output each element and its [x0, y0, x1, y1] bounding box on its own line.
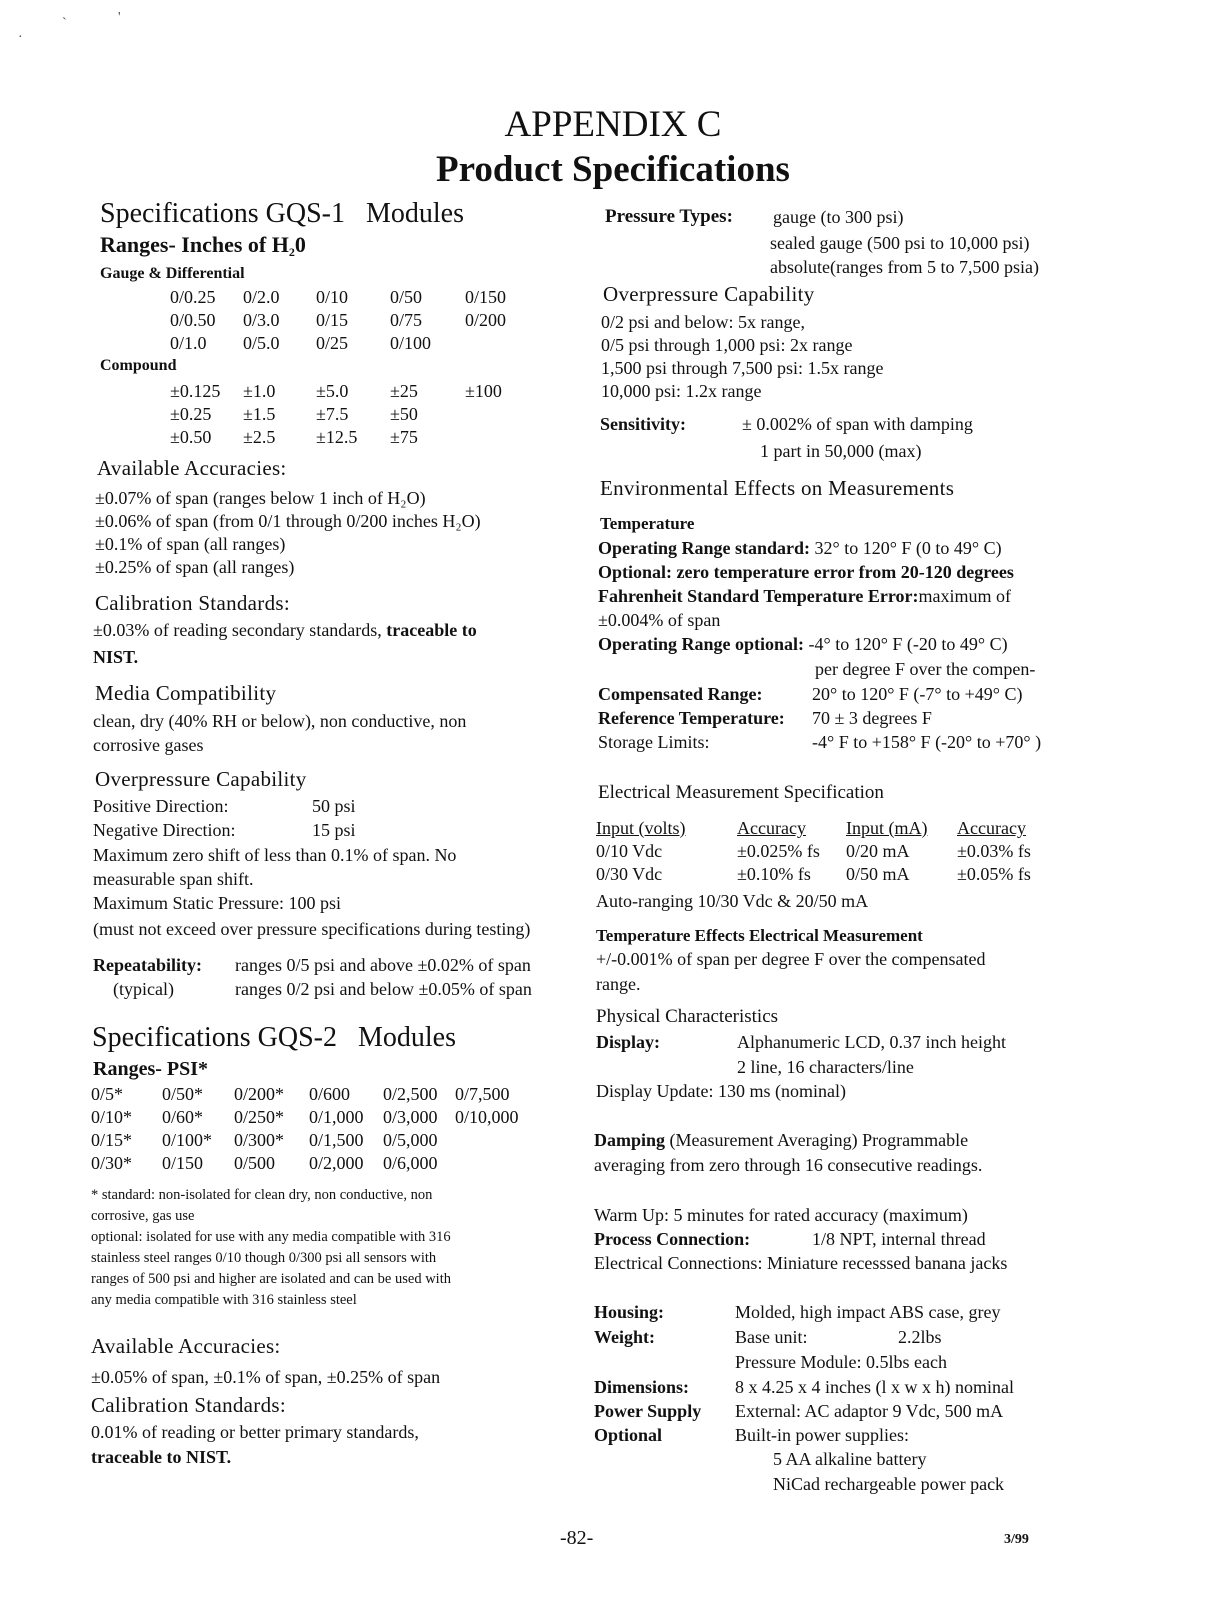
compound-cell: ±1.0 [243, 381, 276, 401]
fahrenheit-standard [598, 586, 1011, 607]
sensitivity-line2: 1 part in 50,000 (max) [760, 441, 922, 461]
gauge-cell: 0/0.50 [170, 310, 216, 330]
repeatability-label: Repeatability: [93, 955, 202, 975]
gauge-col-4 [390, 286, 431, 355]
fahrenheit-line2: ±0.004% of span [598, 610, 721, 630]
compound-cell: ±100 [465, 381, 502, 401]
display-update: Display Update: 130 ms (nominal) [596, 1081, 846, 1101]
elec-cell: 0/50 mA [846, 864, 910, 884]
static-pressure: Maximum Static Pressure: 100 psi [93, 893, 341, 913]
overpressure-item: 0/2 psi and below: 5x range, [601, 312, 805, 332]
gqs1-heading-text: Specifications GQS-1 [100, 198, 345, 229]
gauge-cell: 0/0.25 [170, 287, 216, 307]
gqs2-heading-suffix: Modules [357, 1022, 456, 1053]
reference-temperature-value: 70 ± 3 degrees F [812, 708, 932, 728]
optional-line1: Built-in power supplies: [735, 1425, 909, 1445]
gauge-differential-label: Gauge & Differential [100, 265, 245, 282]
elec-cell: ±0.05% fs [957, 864, 1031, 884]
psi-cell: 0/15* [91, 1130, 133, 1150]
gauge-cell: 0/3.0 [243, 310, 280, 330]
compound-cell: ±0.50 [170, 427, 212, 447]
fahrenheit-standard-value: maximum of [918, 586, 1011, 606]
per-degree-line: per degree F over the compen- [815, 659, 1036, 679]
power-supply-label: Power Supply [594, 1401, 702, 1421]
optional-label: Optional [594, 1425, 663, 1445]
overpressure-heading: Overpressure Capability [603, 282, 815, 306]
negative-direction-value: 15 psi [312, 820, 356, 840]
compound-cell: ±50 [390, 404, 418, 424]
footnote-line: optional: isolated for use with any media compatible with 316 [91, 1229, 451, 1245]
warm-up: Warm Up: 5 minutes for rated accuracy (maximum) [594, 1205, 968, 1225]
compound-cell: ±0.25 [170, 404, 212, 424]
scan-speck: ' [118, 10, 121, 25]
psi-cell: 0/100* [162, 1130, 213, 1150]
optional-line2: 5 AA alkaline battery [773, 1449, 927, 1469]
gauge-cell: 0/15 [316, 310, 349, 330]
gauge-cell: 0/50 [390, 287, 423, 307]
compound-col-1 [170, 380, 220, 449]
elec-col-accuracy-1 [737, 817, 820, 886]
electrical-connections-value: Miniature recesssed banana jacks [766, 1253, 1008, 1273]
elec-col-input-volts [596, 817, 686, 886]
elec-cell: ±0.03% fs [957, 841, 1031, 861]
psi-cell: 0/150 [162, 1153, 204, 1173]
compensated-range-label: Compensated Range: [598, 684, 763, 704]
calibration-text: ±0.03% of reading secondary standards, [93, 620, 382, 640]
operating-range-optional-label: Operating Range optional: [598, 634, 805, 654]
compound-cell: ±7.5 [316, 404, 349, 424]
gqs2-calibration-heading: Calibration Standards: [91, 1393, 286, 1417]
operating-range-standard-label: Operating Range standard: [598, 538, 811, 558]
sensitivity-line1: ± 0.002% of span with damping [742, 414, 973, 434]
damping-label: Damping [594, 1130, 666, 1150]
footnote-line: stainless steel ranges 0/10 though 0/300 psi all sensors with [91, 1250, 437, 1266]
elec-col-input-ma [846, 817, 927, 886]
psi-col-5 [383, 1083, 438, 1175]
gqs2-calibration-line2: traceable to NIST. [91, 1447, 232, 1467]
media-heading: Media Compatibility [95, 681, 277, 705]
elec-cell: 0/30 Vdc [596, 864, 663, 884]
media-line1: clean, dry (40% RH or below), non conductive, non [93, 711, 467, 731]
gqs1-calibration-heading: Calibration Standards: [95, 591, 290, 615]
gqs2-heading-text: Specifications GQS-2 [92, 1022, 337, 1053]
optional-zero-temp: Optional: zero temperature error from 20-120 degrees [598, 562, 1014, 582]
electrical-connections [594, 1253, 1007, 1274]
gauge-cell: 0/2.0 [243, 287, 280, 307]
psi-cell: 0/3,000 [383, 1107, 438, 1127]
gqs1-calibration-line1 [93, 620, 477, 641]
elec-header: Accuracy [737, 818, 806, 838]
gauge-cell: 0/200 [465, 310, 507, 330]
gauge-cell: 0/10 [316, 287, 349, 307]
compound-cell: ±1.5 [243, 404, 276, 424]
gauge-cell: 0/100 [390, 333, 432, 353]
must-not-exceed: (must not exceed over pressure specifications during testing) [93, 919, 531, 939]
weight-module: Pressure Module: 0.5lbs each [735, 1352, 947, 1372]
process-connection-label: Process Connection: [594, 1229, 751, 1249]
repeatability-line1: ranges 0/5 psi and above ±0.02% of span [235, 955, 531, 975]
accuracy-item: ±0.07% of span (ranges below 1 inch of H₂O) [95, 488, 426, 508]
gqs2-accuracies-heading: Available Accuracies: [91, 1334, 281, 1358]
gauge-col-3 [316, 286, 348, 355]
operating-range-standard-value: 32° to 120° F (0 to 49° C) [814, 538, 1002, 558]
display-line2: 2 line, 16 characters/line [737, 1057, 914, 1077]
positive-direction-label: Positive Direction: [93, 796, 229, 816]
gauge-cell: 0/150 [465, 287, 507, 307]
overpressure-item: 10,000 psi: 1.2x range [601, 381, 762, 401]
pressure-type-sealed: sealed gauge (500 psi to 10,000 psi) [770, 233, 1030, 253]
overpressure-item: 0/5 psi through 1,000 psi: 2x range [601, 335, 853, 355]
compound-col-5 [465, 380, 502, 403]
media-line2: corrosive gases [93, 735, 204, 755]
footnote-line: corrosive, gas use [91, 1208, 195, 1224]
compound-cell: ±75 [390, 427, 418, 447]
gqs1-overpressure-heading: Overpressure Capability [95, 767, 307, 791]
compound-cell: ±12.5 [316, 427, 358, 447]
operating-range-optional [598, 634, 1008, 655]
psi-cell: 0/2,000 [309, 1153, 364, 1173]
gauge-col-1 [170, 286, 216, 355]
gqs2-calibration-line1: 0.01% of reading or better primary standards, [91, 1422, 419, 1442]
gqs1-heading-suffix: Modules [365, 198, 464, 229]
weight-label: Weight: [594, 1327, 655, 1347]
psi-cell: 0/250* [234, 1107, 285, 1127]
psi-cell: 0/6,000 [383, 1153, 438, 1173]
gqs1-accuracies-heading: Available Accuracies: [97, 456, 287, 480]
storage-limits-label: Storage Limits: [598, 732, 710, 752]
zero-shift-line2: measurable span shift. [93, 869, 254, 889]
damping-line1 [594, 1130, 968, 1151]
repeatability-line2: ranges 0/2 psi and below ±0.05% of span [235, 979, 532, 999]
power-supply-value: External: AC adaptor 9 Vdc, 500 mA [735, 1401, 1004, 1421]
display-label: Display: [596, 1032, 661, 1052]
psi-cell: 0/10* [91, 1107, 133, 1127]
compound-cell: ±25 [390, 381, 418, 401]
gqs1-heading [100, 198, 464, 230]
psi-cell: 0/5* [91, 1084, 124, 1104]
repeatability-typical: (typical) [113, 979, 174, 999]
elec-header: Input (volts) [596, 818, 686, 838]
negative-direction-label: Negative Direction: [93, 820, 236, 840]
temperature-label: Temperature [600, 514, 695, 533]
weight-base-label: Base unit: [735, 1327, 808, 1347]
operating-range-optional-value: -4° to 120° F (-20 to 49° C) [808, 634, 1008, 654]
gqs2-heading [92, 1022, 456, 1054]
page-number: -82- [560, 1527, 594, 1549]
pressure-type-absolute: absolute(ranges from 5 to 7,500 psia) [770, 257, 1039, 277]
elec-cell: 0/10 Vdc [596, 841, 663, 861]
pressure-types-label: Pressure Types: [605, 206, 733, 227]
psi-cell: 0/50* [162, 1084, 204, 1104]
psi-cell: 0/600 [309, 1084, 351, 1104]
psi-cell: 0/10,000 [455, 1107, 519, 1127]
psi-cell: 0/300* [234, 1130, 285, 1150]
housing-label: Housing: [594, 1302, 665, 1322]
gqs1-ranges-text: Ranges- Inches of H [100, 232, 289, 257]
gauge-cell: 0/1.0 [170, 333, 207, 353]
compound-cell: ±5.0 [316, 381, 349, 401]
physical-heading: Physical Characteristics [596, 1006, 779, 1027]
gqs2-accuracies-line: ±0.05% of span, ±0.1% of span, ±0.25% of span [91, 1367, 441, 1387]
overpressure-item: 1,500 psi through 7,500 psi: 1.5x range [601, 358, 884, 378]
psi-cell: 0/2,500 [383, 1084, 438, 1104]
accuracy-item: ±0.25% of span (all ranges) [95, 557, 295, 577]
gauge-cell: 0/5.0 [243, 333, 280, 353]
psi-col-3 [234, 1083, 284, 1175]
gauge-col-2 [243, 286, 280, 355]
environmental-heading: Environmental Effects on Measurements [600, 476, 955, 500]
calibration-traceable: traceable to [386, 620, 477, 640]
storage-limits-value: -4° F to +158° F (-20° to +70° ) [812, 732, 1042, 752]
gqs1-accuracies-list [95, 487, 481, 579]
psi-cell: 0/60* [162, 1107, 204, 1127]
gqs2-ranges-label: Ranges- PSI* [93, 1058, 209, 1080]
pressure-type-gauge: gauge (to 300 psi) [773, 207, 904, 227]
display-line1: Alphanumeric LCD, 0.37 inch height [737, 1032, 1006, 1052]
elec-cell: ±0.025% fs [737, 841, 820, 861]
accuracy-item: ±0.06% of span (from 0/1 through 0/200 inches H₂O) [95, 511, 481, 531]
sensitivity-label: Sensitivity: [600, 414, 687, 434]
psi-cell: 0/200* [234, 1084, 285, 1104]
psi-col-2 [162, 1083, 212, 1175]
temp-effects-line2: range. [596, 974, 641, 994]
compound-label: Compound [100, 357, 177, 374]
electrical-heading: Electrical Measurement Specification [598, 782, 884, 803]
electrical-connections-label: Electrical Connections: [594, 1253, 763, 1273]
optional-line3: NiCad rechargeable power pack [773, 1474, 1005, 1494]
dimensions-label: Dimensions: [594, 1377, 690, 1397]
gqs1-ranges-suffix: 0 [294, 232, 306, 257]
footnote-line: * standard: non-isolated for clean dry, non conductive, non [91, 1187, 433, 1203]
gauge-col-5 [465, 286, 506, 332]
damping-text: (Measurement Averaging) Programmable [669, 1130, 969, 1150]
elec-header: Accuracy [957, 818, 1026, 838]
elec-header: Input (mA) [846, 818, 928, 838]
dimensions-value: 8 x 4.25 x 4 inches (l x w x h) nominal [735, 1377, 1014, 1397]
gauge-cell: 0/75 [390, 310, 423, 330]
compound-col-4 [390, 380, 418, 449]
appendix-title: APPENDIX C [504, 104, 722, 145]
footnote-line: any media compatible with 316 stainless steel [91, 1292, 357, 1308]
psi-cell: 0/30* [91, 1153, 133, 1173]
weight-base-value: 2.2lbs [898, 1327, 942, 1347]
revision-date: 3/99 [1004, 1532, 1029, 1547]
gqs1-calibration-line2: NIST. [93, 647, 139, 667]
compensated-range-value: 20° to 120° F (-7° to +49° C) [812, 684, 1023, 704]
psi-col-4 [309, 1083, 364, 1175]
reference-temperature-label: Reference Temperature: [598, 708, 785, 728]
scan-speck: · [18, 30, 23, 45]
psi-cell: 0/1,000 [309, 1107, 364, 1127]
psi-col-6 [455, 1083, 519, 1129]
positive-direction-value: 50 psi [312, 796, 356, 816]
gqs2-footnote [91, 1185, 451, 1311]
operating-range-standard [598, 538, 1002, 559]
psi-cell: 0/7,500 [455, 1084, 510, 1104]
housing-value: Molded, high impact ABS case, grey [735, 1302, 1001, 1322]
psi-cell: 0/500 [234, 1153, 276, 1173]
process-connection-value: 1/8 NPT, internal thread [812, 1229, 986, 1249]
page-title: Product Specifications [436, 149, 790, 190]
psi-col-1 [91, 1083, 132, 1175]
gqs1-ranges-label [100, 232, 306, 258]
autoranging: Auto-ranging 10/30 Vdc & 20/50 mA [596, 891, 869, 911]
temp-effects-heading: Temperature Effects Electrical Measurement [596, 926, 923, 945]
compound-cell: ±0.125 [170, 381, 221, 401]
compound-col-2 [243, 380, 275, 449]
elec-col-accuracy-2 [957, 817, 1031, 886]
compound-col-3 [316, 380, 357, 449]
elec-cell: 0/20 mA [846, 841, 910, 861]
psi-cell: 0/1,500 [309, 1130, 364, 1150]
gauge-cell: 0/25 [316, 333, 349, 353]
accuracy-item: ±0.1% of span (all ranges) [95, 534, 286, 554]
footnote-line: ranges of 500 psi and higher are isolated and can be used with [91, 1271, 451, 1287]
elec-cell: ±0.10% fs [737, 864, 811, 884]
fahrenheit-standard-label: Fahrenheit Standard Temperature Error: [598, 586, 919, 606]
gqs1-ranges-sub: 2 [288, 245, 295, 259]
overpressure-list [601, 311, 883, 403]
damping-line2: averaging from zero through 16 consecutive readings. [594, 1155, 983, 1175]
scan-speck: ` [62, 16, 67, 31]
zero-shift-line1: Maximum zero shift of less than 0.1% of span. No [93, 845, 457, 865]
compound-cell: ±2.5 [243, 427, 276, 447]
psi-cell: 0/5,000 [383, 1130, 438, 1150]
temp-effects-line1: +/-0.001% of span per degree F over the compensated [596, 949, 986, 969]
